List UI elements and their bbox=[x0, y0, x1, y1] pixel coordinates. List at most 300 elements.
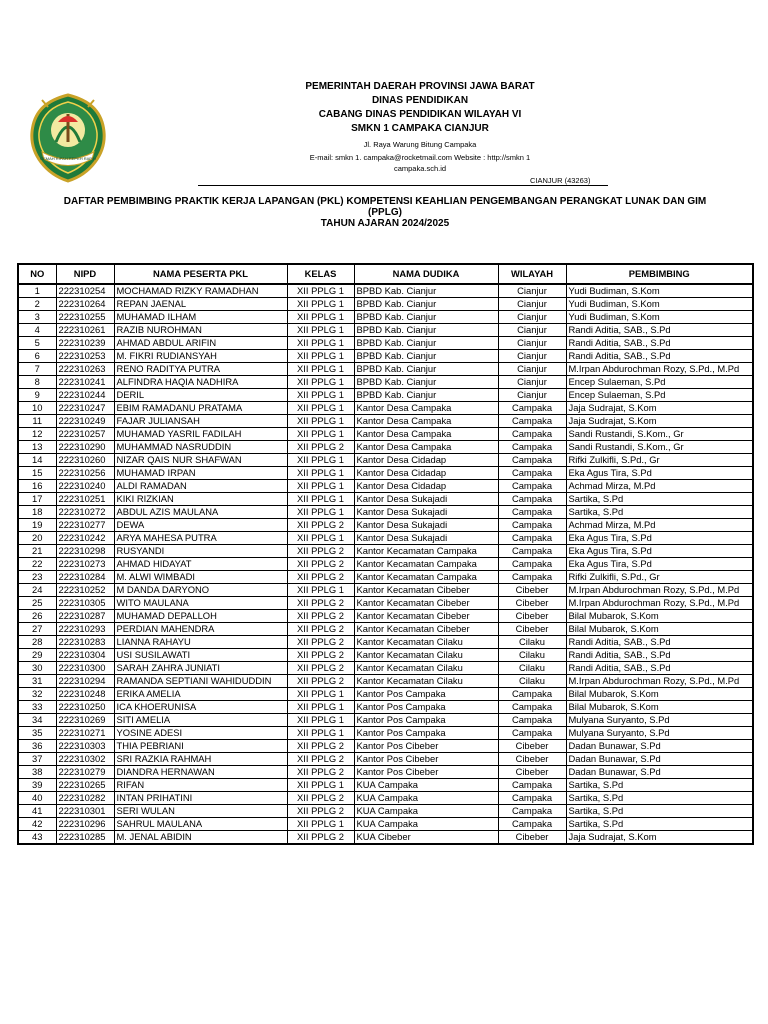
table-row bbox=[18, 376, 753, 389]
row-dudika: Kantor Kecamatan Campaka bbox=[354, 558, 498, 571]
row-dudika: Kantor Desa Cidadap bbox=[354, 454, 498, 467]
row-class: XII PPLG 1 bbox=[287, 454, 354, 467]
row-class: XII PPLG 1 bbox=[287, 350, 354, 363]
row-region: Campaka bbox=[498, 480, 566, 493]
row-nipd: 222310250 bbox=[56, 701, 114, 714]
row-student-name: ALFINDRA HAQIA NADHIRA bbox=[114, 376, 287, 389]
row-class: XII PPLG 1 bbox=[287, 376, 354, 389]
row-number: 38 bbox=[18, 766, 56, 779]
table-row bbox=[18, 363, 753, 376]
row-dudika: BPBD Kab. Cianjur bbox=[354, 350, 498, 363]
table-row bbox=[18, 597, 753, 610]
table-row bbox=[18, 675, 753, 688]
row-supervisor: Eka Agus Tira, S.Pd bbox=[566, 532, 753, 545]
row-region: Cianjur bbox=[498, 298, 566, 311]
row-nipd: 222310273 bbox=[56, 558, 114, 571]
row-supervisor: Sartika, S.Pd bbox=[566, 493, 753, 506]
row-nipd: 222310271 bbox=[56, 727, 114, 740]
row-nipd: 222310293 bbox=[56, 623, 114, 636]
row-dudika: KUA Campaka bbox=[354, 818, 498, 831]
row-supervisor: Jaja Sudrajat, S.Kom bbox=[566, 831, 753, 845]
row-class: XII PPLG 1 bbox=[287, 402, 354, 415]
header-no: NO bbox=[18, 264, 56, 284]
row-supervisor: M.Irpan Abdurochman Rozy, S.Pd., M.Pd bbox=[566, 675, 753, 688]
row-student-name: RUSYANDI bbox=[114, 545, 287, 558]
row-dudika: Kantor Kecamatan Cibeber bbox=[354, 610, 498, 623]
table-row bbox=[18, 415, 753, 428]
row-dudika: Kantor Pos Campaka bbox=[354, 727, 498, 740]
row-region: Cibeber bbox=[498, 597, 566, 610]
row-region: Campaka bbox=[498, 467, 566, 480]
row-supervisor: Eka Agus Tira, S.Pd bbox=[566, 467, 753, 480]
table-row bbox=[18, 402, 753, 415]
row-student-name: KIKI RIZKIAN bbox=[114, 493, 287, 506]
row-number: 37 bbox=[18, 753, 56, 766]
row-nipd: 222310290 bbox=[56, 441, 114, 454]
row-supervisor: Yudi Budiman, S.Kom bbox=[566, 298, 753, 311]
row-student-name: MOCHAMAD RIZKY RAMADHAN bbox=[114, 284, 287, 298]
row-number: 35 bbox=[18, 727, 56, 740]
row-region: Campaka bbox=[498, 818, 566, 831]
table-row bbox=[18, 623, 753, 636]
row-region: Cibeber bbox=[498, 740, 566, 753]
table-row bbox=[18, 688, 753, 701]
row-region: Campaka bbox=[498, 792, 566, 805]
row-class: XII PPLG 2 bbox=[287, 623, 354, 636]
row-nipd: 222310257 bbox=[56, 428, 114, 441]
row-nipd: 222310256 bbox=[56, 467, 114, 480]
row-nipd: 222310261 bbox=[56, 324, 114, 337]
row-class: XII PPLG 1 bbox=[287, 688, 354, 701]
row-number: 7 bbox=[18, 363, 56, 376]
row-student-name: SAHRUL MAULANA bbox=[114, 818, 287, 831]
row-supervisor: M.Irpan Abdurochman Rozy, S.Pd., M.Pd bbox=[566, 363, 753, 376]
row-supervisor: Yudi Budiman, S.Kom bbox=[566, 311, 753, 324]
row-nipd: 222310284 bbox=[56, 571, 114, 584]
row-dudika: Kantor Kecamatan Cilaku bbox=[354, 636, 498, 649]
row-dudika: BPBD Kab. Cianjur bbox=[354, 337, 498, 350]
row-number: 31 bbox=[18, 675, 56, 688]
table-row bbox=[18, 350, 753, 363]
row-student-name: SRI RAZKIA RAHMAH bbox=[114, 753, 287, 766]
row-region: Cibeber bbox=[498, 831, 566, 845]
row-region: Campaka bbox=[498, 493, 566, 506]
row-number: 33 bbox=[18, 701, 56, 714]
row-class: XII PPLG 2 bbox=[287, 545, 354, 558]
row-class: XII PPLG 1 bbox=[287, 480, 354, 493]
row-class: XII PPLG 2 bbox=[287, 675, 354, 688]
row-dudika: KUA Cibeber bbox=[354, 831, 498, 845]
row-class: XII PPLG 2 bbox=[287, 597, 354, 610]
row-student-name: DERIL bbox=[114, 389, 287, 402]
row-supervisor: M.Irpan Abdurochman Rozy, S.Pd., M.Pd bbox=[566, 584, 753, 597]
row-class: XII PPLG 2 bbox=[287, 636, 354, 649]
row-supervisor: Dadan Bunawar, S.Pd bbox=[566, 753, 753, 766]
row-class: XII PPLG 1 bbox=[287, 532, 354, 545]
row-region: Cibeber bbox=[498, 623, 566, 636]
table-row bbox=[18, 805, 753, 818]
row-supervisor: Randi Aditia, SAB., S.Pd bbox=[566, 649, 753, 662]
row-number: 22 bbox=[18, 558, 56, 571]
table-row bbox=[18, 831, 753, 845]
row-nipd: 222310265 bbox=[56, 779, 114, 792]
row-number: 42 bbox=[18, 818, 56, 831]
row-number: 11 bbox=[18, 415, 56, 428]
row-student-name: EBIM RAMADANU PRATAMA bbox=[114, 402, 287, 415]
logo-motto-text: GEMAH RIPAH REPEH RAPIH bbox=[40, 156, 96, 161]
row-student-name: SARAH ZAHRA JUNIATI bbox=[114, 662, 287, 675]
table-row bbox=[18, 441, 753, 454]
row-supervisor: Bilal Mubarok, S.Kom bbox=[566, 610, 753, 623]
row-class: XII PPLG 2 bbox=[287, 649, 354, 662]
row-nipd: 222310282 bbox=[56, 792, 114, 805]
row-student-name: M DANDA DARYONO bbox=[114, 584, 287, 597]
row-supervisor: Sartika, S.Pd bbox=[566, 805, 753, 818]
row-supervisor: Randi Aditia, SAB., S.Pd bbox=[566, 337, 753, 350]
row-number: 36 bbox=[18, 740, 56, 753]
row-student-name: LIANNA RAHAYU bbox=[114, 636, 287, 649]
row-region: Cilaku bbox=[498, 649, 566, 662]
row-student-name: PERDIAN MAHENDRA bbox=[114, 623, 287, 636]
row-class: XII PPLG 1 bbox=[287, 467, 354, 480]
row-number: 6 bbox=[18, 350, 56, 363]
row-nipd: 222310248 bbox=[56, 688, 114, 701]
row-region: Cianjur bbox=[498, 284, 566, 298]
table-row bbox=[18, 727, 753, 740]
row-nipd: 222310239 bbox=[56, 337, 114, 350]
row-number: 5 bbox=[18, 337, 56, 350]
row-dudika: BPBD Kab. Cianjur bbox=[354, 284, 498, 298]
row-number: 19 bbox=[18, 519, 56, 532]
row-nipd: 222310283 bbox=[56, 636, 114, 649]
row-supervisor: Bilal Mubarok, S.Kom bbox=[566, 623, 753, 636]
row-class: XII PPLG 2 bbox=[287, 766, 354, 779]
row-region: Campaka bbox=[498, 519, 566, 532]
row-nipd: 222310242 bbox=[56, 532, 114, 545]
table-row bbox=[18, 662, 753, 675]
row-dudika: BPBD Kab. Cianjur bbox=[354, 298, 498, 311]
row-region: Cibeber bbox=[498, 766, 566, 779]
row-region: Campaka bbox=[498, 428, 566, 441]
row-dudika: Kantor Desa Sukajadi bbox=[354, 493, 498, 506]
row-student-name: YOSINE ADESI bbox=[114, 727, 287, 740]
letterhead-line-2: DINAS PENDIDIKAN bbox=[371, 95, 469, 106]
row-number: 8 bbox=[18, 376, 56, 389]
row-dudika: Kantor Desa Campaka bbox=[354, 402, 498, 415]
row-nipd: 222310263 bbox=[56, 363, 114, 376]
header-region: WILAYAH bbox=[498, 264, 566, 284]
row-class: XII PPLG 2 bbox=[287, 519, 354, 532]
row-supervisor: Achmad Mirza, M.Pd bbox=[566, 480, 753, 493]
letterhead-line-3: CABANG DINAS PENDIDIKAN WILAYAH VI bbox=[318, 109, 522, 120]
row-student-name: ABDUL AZIS MAULANA bbox=[114, 506, 287, 519]
row-student-name: AHMAD HIDAYAT bbox=[114, 558, 287, 571]
row-number: 41 bbox=[18, 805, 56, 818]
row-region: Cibeber bbox=[498, 753, 566, 766]
row-supervisor: Rifki Zulkifli, S.Pd., Gr bbox=[566, 571, 753, 584]
row-region: Campaka bbox=[498, 441, 566, 454]
row-nipd: 222310285 bbox=[56, 831, 114, 845]
row-student-name: FAJAR JULIANSAH bbox=[114, 415, 287, 428]
row-supervisor: Randi Aditia, SAB., S.Pd bbox=[566, 636, 753, 649]
table-row bbox=[18, 532, 753, 545]
row-nipd: 222310254 bbox=[56, 284, 114, 298]
row-region: Campaka bbox=[498, 532, 566, 545]
row-student-name: THIA PEBRIANI bbox=[114, 740, 287, 753]
row-number: 2 bbox=[18, 298, 56, 311]
row-dudika: KUA Campaka bbox=[354, 792, 498, 805]
table-row bbox=[18, 519, 753, 532]
table-row bbox=[18, 428, 753, 441]
row-region: Cianjur bbox=[498, 324, 566, 337]
table-row bbox=[18, 636, 753, 649]
row-student-name: RAZIB NUROHMAN bbox=[114, 324, 287, 337]
row-region: Cilaku bbox=[498, 662, 566, 675]
row-nipd: 222310300 bbox=[56, 662, 114, 675]
table-row bbox=[18, 389, 753, 402]
row-dudika: Kantor Desa Sukajadi bbox=[354, 532, 498, 545]
row-nipd: 222310260 bbox=[56, 454, 114, 467]
row-student-name: SITI AMELIA bbox=[114, 714, 287, 727]
row-region: Campaka bbox=[498, 454, 566, 467]
row-dudika: Kantor Desa Sukajadi bbox=[354, 519, 498, 532]
table-row bbox=[18, 558, 753, 571]
letterhead-line-1: PEMERINTAH DAERAH PROVINSI JAWA BARAT bbox=[305, 81, 535, 92]
row-nipd: 222310296 bbox=[56, 818, 114, 831]
row-dudika: Kantor Pos Campaka bbox=[354, 714, 498, 727]
row-supervisor: Bilal Mubarok, S.Kom bbox=[566, 688, 753, 701]
row-region: Campaka bbox=[498, 701, 566, 714]
row-class: XII PPLG 1 bbox=[287, 818, 354, 831]
row-nipd: 222310294 bbox=[56, 675, 114, 688]
row-student-name: RENO RADITYA PUTRA bbox=[114, 363, 287, 376]
header-name: NAMA PESERTA PKL bbox=[114, 264, 287, 284]
table-row bbox=[18, 506, 753, 519]
row-supervisor: Eka Agus Tira, S.Pd bbox=[566, 558, 753, 571]
row-dudika: Kantor Kecamatan Cibeber bbox=[354, 623, 498, 636]
row-dudika: BPBD Kab. Cianjur bbox=[354, 324, 498, 337]
row-region: Campaka bbox=[498, 688, 566, 701]
row-nipd: 222310302 bbox=[56, 753, 114, 766]
row-supervisor: Mulyana Suryanto, S.Pd bbox=[566, 714, 753, 727]
row-supervisor: Randi Aditia, SAB., S.Pd bbox=[566, 350, 753, 363]
row-student-name: INTAN PRIHATINI bbox=[114, 792, 287, 805]
row-student-name: SERI WULAN bbox=[114, 805, 287, 818]
row-number: 18 bbox=[18, 506, 56, 519]
row-dudika: Kantor Desa Sukajadi bbox=[354, 506, 498, 519]
row-supervisor: Encep Sulaeman, S.Pd bbox=[566, 389, 753, 402]
row-supervisor: Bilal Mubarok, S.Kom bbox=[566, 701, 753, 714]
row-dudika: KUA Campaka bbox=[354, 805, 498, 818]
row-dudika: Kantor Kecamatan Campaka bbox=[354, 571, 498, 584]
row-dudika: Kantor Pos Cibeber bbox=[354, 740, 498, 753]
school-website: campaka.sch.id bbox=[393, 164, 447, 173]
table-row bbox=[18, 493, 753, 506]
row-nipd: 222310287 bbox=[56, 610, 114, 623]
row-number: 16 bbox=[18, 480, 56, 493]
row-student-name: M. JENAL ABIDIN bbox=[114, 831, 287, 845]
row-region: Campaka bbox=[498, 571, 566, 584]
row-class: XII PPLG 2 bbox=[287, 441, 354, 454]
row-student-name: M. FIKRI RUDIANSYAH bbox=[114, 350, 287, 363]
row-student-name: ALDI RAMADAN bbox=[114, 480, 287, 493]
row-class: XII PPLG 1 bbox=[287, 324, 354, 337]
row-class: XII PPLG 2 bbox=[287, 558, 354, 571]
row-supervisor: M.Irpan Abdurochman Rozy, S.Pd., M.Pd bbox=[566, 597, 753, 610]
table-row bbox=[18, 454, 753, 467]
row-class: XII PPLG 1 bbox=[287, 311, 354, 324]
row-nipd: 222310244 bbox=[56, 389, 114, 402]
row-number: 15 bbox=[18, 467, 56, 480]
table-row bbox=[18, 467, 753, 480]
row-class: XII PPLG 1 bbox=[287, 727, 354, 740]
row-region: Cilaku bbox=[498, 636, 566, 649]
row-nipd: 222310272 bbox=[56, 506, 114, 519]
row-nipd: 222310301 bbox=[56, 805, 114, 818]
row-region: Campaka bbox=[498, 805, 566, 818]
row-class: XII PPLG 2 bbox=[287, 610, 354, 623]
row-class: XII PPLG 1 bbox=[287, 493, 354, 506]
row-number: 34 bbox=[18, 714, 56, 727]
row-dudika: BPBD Kab. Cianjur bbox=[354, 363, 498, 376]
row-region: Cianjur bbox=[498, 389, 566, 402]
row-nipd: 222310247 bbox=[56, 402, 114, 415]
row-nipd: 222310298 bbox=[56, 545, 114, 558]
row-number: 3 bbox=[18, 311, 56, 324]
row-nipd: 222310251 bbox=[56, 493, 114, 506]
row-region: Cianjur bbox=[498, 376, 566, 389]
title-line-2: (PPLG) bbox=[368, 207, 402, 218]
row-number: 26 bbox=[18, 610, 56, 623]
row-supervisor: Sartika, S.Pd bbox=[566, 779, 753, 792]
row-supervisor: Encep Sulaeman, S.Pd bbox=[566, 376, 753, 389]
row-nipd: 222310264 bbox=[56, 298, 114, 311]
row-dudika: KUA Campaka bbox=[354, 779, 498, 792]
row-region: Cianjur bbox=[498, 337, 566, 350]
row-student-name: M. ALWI WIMBADI bbox=[114, 571, 287, 584]
table-row bbox=[18, 753, 753, 766]
table-row bbox=[18, 584, 753, 597]
letterhead-line-4: SMKN 1 CAMPAKA CIANJUR bbox=[351, 123, 489, 134]
row-supervisor: Randi Aditia, SAB., S.Pd bbox=[566, 324, 753, 337]
row-nipd: 222310253 bbox=[56, 350, 114, 363]
row-class: XII PPLG 1 bbox=[287, 337, 354, 350]
row-region: Campaka bbox=[498, 714, 566, 727]
row-region: Campaka bbox=[498, 545, 566, 558]
row-number: 20 bbox=[18, 532, 56, 545]
row-supervisor: Jaja Sudrajat, S.Kom bbox=[566, 402, 753, 415]
row-dudika: Kantor Kecamatan Campaka bbox=[354, 545, 498, 558]
table-row bbox=[18, 284, 753, 298]
row-student-name: USI SUSILAWATI bbox=[114, 649, 287, 662]
row-dudika: Kantor Kecamatan Cilaku bbox=[354, 649, 498, 662]
row-nipd: 222310241 bbox=[56, 376, 114, 389]
row-number: 30 bbox=[18, 662, 56, 675]
row-class: XII PPLG 2 bbox=[287, 805, 354, 818]
row-number: 1 bbox=[18, 284, 56, 298]
row-number: 12 bbox=[18, 428, 56, 441]
school-address: Jl. Raya Warung Bitung Campaka bbox=[363, 140, 477, 149]
row-dudika: BPBD Kab. Cianjur bbox=[354, 311, 498, 324]
row-supervisor: Mulyana Suryanto, S.Pd bbox=[566, 727, 753, 740]
provincial-seal-logo bbox=[28, 92, 108, 184]
row-class: XII PPLG 2 bbox=[287, 740, 354, 753]
row-number: 24 bbox=[18, 584, 56, 597]
row-nipd: 222310277 bbox=[56, 519, 114, 532]
row-student-name: MUHAMAD ILHAM bbox=[114, 311, 287, 324]
table-row bbox=[18, 701, 753, 714]
row-region: Cianjur bbox=[498, 350, 566, 363]
row-dudika: Kantor Pos Cibeber bbox=[354, 753, 498, 766]
city-postal-code: CIANJUR (43263) bbox=[530, 176, 591, 185]
title-line-1: DAFTAR PEMBIMBING PRAKTIK KERJA LAPANGAN (PKL) KOMPETENSI KEAHLIAN PENGEMBANGAN PERANGKAT LUNAK DAN GIM bbox=[63, 196, 707, 207]
row-region: Campaka bbox=[498, 558, 566, 571]
header-nipd: NIPD bbox=[56, 264, 114, 284]
document-title bbox=[40, 196, 730, 229]
row-class: XII PPLG 2 bbox=[287, 662, 354, 675]
row-nipd: 222310252 bbox=[56, 584, 114, 597]
row-class: XII PPLG 1 bbox=[287, 389, 354, 402]
row-nipd: 222310305 bbox=[56, 597, 114, 610]
row-supervisor: Jaja Sudrajat, S.Kom bbox=[566, 415, 753, 428]
row-dudika: Kantor Desa Campaka bbox=[354, 428, 498, 441]
row-dudika: Kantor Kecamatan Cilaku bbox=[354, 675, 498, 688]
row-student-name: DIANDRA HERNAWAN bbox=[114, 766, 287, 779]
row-dudika: Kantor Desa Cidadap bbox=[354, 467, 498, 480]
row-class: XII PPLG 2 bbox=[287, 792, 354, 805]
row-student-name: RAMANDA SEPTIANI WAHIDUDDIN bbox=[114, 675, 287, 688]
row-region: Cianjur bbox=[498, 363, 566, 376]
row-student-name: MUHAMAD IRPAN bbox=[114, 467, 287, 480]
row-number: 29 bbox=[18, 649, 56, 662]
table-row bbox=[18, 311, 753, 324]
row-supervisor: Sandi Rustandi, S.Kom., Gr bbox=[566, 428, 753, 441]
row-number: 27 bbox=[18, 623, 56, 636]
row-dudika: Kantor Desa Cidadap bbox=[354, 480, 498, 493]
row-class: XII PPLG 1 bbox=[287, 584, 354, 597]
row-student-name: ICA KHOERUNISA bbox=[114, 701, 287, 714]
row-dudika: Kantor Pos Campaka bbox=[354, 688, 498, 701]
row-region: Cibeber bbox=[498, 584, 566, 597]
row-student-name: RIFAN bbox=[114, 779, 287, 792]
header-class: KELAS bbox=[287, 264, 354, 284]
row-dudika: BPBD Kab. Cianjur bbox=[354, 376, 498, 389]
title-line-3: TAHUN AJARAN 2024/2025 bbox=[320, 218, 450, 229]
row-nipd: 222310255 bbox=[56, 311, 114, 324]
row-class: XII PPLG 1 bbox=[287, 506, 354, 519]
row-nipd: 222310304 bbox=[56, 649, 114, 662]
row-number: 43 bbox=[18, 831, 56, 845]
row-supervisor: Yudi Budiman, S.Kom bbox=[566, 284, 753, 298]
row-class: XII PPLG 1 bbox=[287, 701, 354, 714]
letterhead-divider bbox=[198, 185, 608, 186]
table-header-row bbox=[18, 264, 753, 284]
header-supervisor: PEMBIMBING bbox=[566, 264, 753, 284]
row-number: 10 bbox=[18, 402, 56, 415]
row-class: XII PPLG 1 bbox=[287, 284, 354, 298]
row-region: Campaka bbox=[498, 727, 566, 740]
row-class: XII PPLG 1 bbox=[287, 428, 354, 441]
row-number: 9 bbox=[18, 389, 56, 402]
row-nipd: 222310303 bbox=[56, 740, 114, 753]
row-supervisor: Eka Agus Tira, S.Pd bbox=[566, 545, 753, 558]
row-class: XII PPLG 2 bbox=[287, 831, 354, 845]
school-contact: E-mail: smkn 1. campaka@rocketmail.com Website : http://smkn 1 bbox=[309, 153, 531, 162]
row-nipd: 222310249 bbox=[56, 415, 114, 428]
table-row bbox=[18, 298, 753, 311]
header-dudika: NAMA DUDIKA bbox=[354, 264, 498, 284]
table-row bbox=[18, 818, 753, 831]
